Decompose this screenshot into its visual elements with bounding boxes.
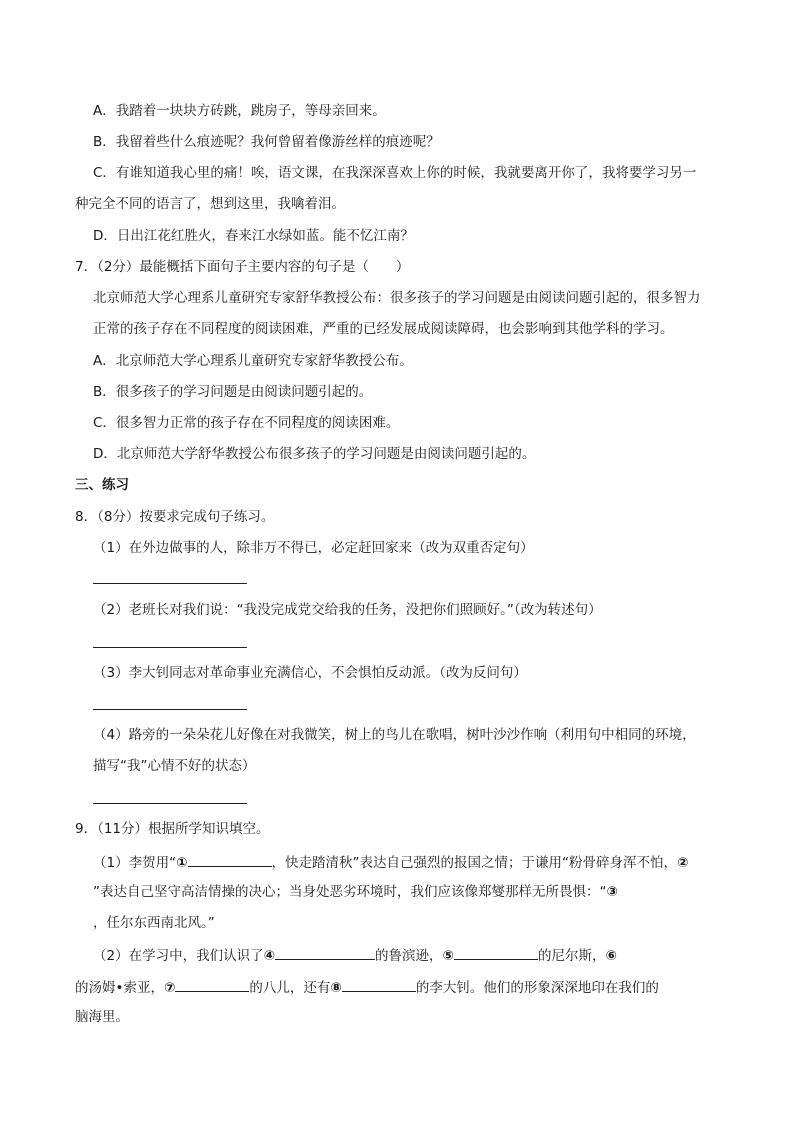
blank-number-7: ⑦ bbox=[163, 980, 176, 996]
q7-passage-line1: 北京师范大学心理系儿童研究专家舒华教授公布：很多孩子的学习问题是由阅读问题引起的，很多智力 bbox=[93, 290, 701, 306]
fill-blank-5[interactable] bbox=[454, 944, 538, 960]
q7-stem: 7．（2分）最能概括下面句子主要内容的句子是（ ） bbox=[75, 259, 410, 275]
blank-number-8: ⑧ bbox=[330, 980, 342, 996]
q7-option-a: A．北京师范大学心理系儿童研究专家舒华教授公布。 bbox=[93, 353, 413, 369]
q6-option-d: D．日出江花红胜火，春来江水绿如蓝。能不忆江南？ bbox=[93, 228, 414, 244]
q7-option-b: B．很多孩子的学习问题是由阅读问题引起的。 bbox=[93, 384, 373, 400]
q9-sub1-line3: ，任尔东西南北风。” bbox=[93, 915, 215, 931]
q8-sub1: （1）在外边做事的人，除非万不得已，必定赶回家来（改为双重否定句） bbox=[93, 540, 534, 556]
q7-option-c: C．很多智力正常的孩子存在不同程度的阅读困难。 bbox=[93, 415, 400, 431]
blank-number-1: ① bbox=[176, 855, 188, 871]
fill-blank-1[interactable] bbox=[188, 851, 272, 867]
q9-sub2-line2 bbox=[75, 976, 659, 998]
q8-sub4-line2: 描写“我”心情不好的状态） bbox=[93, 758, 256, 774]
fill-blank-4[interactable] bbox=[275, 944, 375, 960]
q8-sub3: （3）李大钊同志对革命事业充满信心，不会惧怕反动派。（改为反问句） bbox=[93, 665, 527, 681]
q9-sub1-line1 bbox=[93, 851, 688, 873]
q9-sub2-text: 的鲁滨逊， bbox=[375, 948, 443, 964]
q8-sub2: （2）老班长对我们说：“我没完成党交给我的任务，没把你们照顾好。”（改为转述句） bbox=[93, 602, 602, 618]
q7-passage-line2: 正常的孩子存在不同程度的阅读困难，严重的已经发展成阅读障碍，也会影响到其他学科的学习。 bbox=[93, 321, 674, 337]
q6-option-a: A．我踏着一块块方砖跳，跳房子，等母亲回来。 bbox=[93, 103, 386, 119]
q9-sub2-text: 的李大钊。他们的形象深深地印在我们的 bbox=[415, 980, 659, 996]
section-heading: 三、练习 bbox=[75, 477, 129, 493]
q6-option-c-line2: 种完全不同的语言了，想到这里，我噙着泪。 bbox=[75, 196, 345, 212]
fill-blank-7[interactable] bbox=[175, 976, 249, 992]
q6-option-c-line1: C．有谁知道我心里的痛！唉，语文课，在我深深喜欢上你的时候，我就要离开你了，我将要学习另一 bbox=[93, 165, 697, 181]
q7-option-d: D．北京师范大学舒华教授公布很多孩子的学习问题是由阅读问题引起的。 bbox=[93, 446, 536, 462]
q9-sub2-text: 的汤姆•索亚， bbox=[75, 980, 164, 996]
q9-sub1-text: ，快走踏清秋”表达自己强烈的报国之情；于谦用“粉骨碎身浑不怕， bbox=[271, 855, 678, 871]
q8-sub4-line1: （4）路旁的一朵朵花儿好像在对我微笑，树上的鸟儿在歌唱，树叶沙沙作响（利用句中相同的环境， bbox=[93, 727, 696, 743]
q9-sub1-text: ”表达自己坚守高洁情操的决心；当身处恶劣环境时，我们应该像郑燮那样无所畏惧：“ bbox=[93, 884, 607, 900]
q6-option-b: B．我留着些什么痕迹呢？我何曾留着像游丝样的痕迹呢？ bbox=[93, 134, 440, 150]
blank-number-5: ⑤ bbox=[442, 948, 454, 964]
q8-stem: 8．（8分）按要求完成句子练习。 bbox=[75, 509, 275, 525]
q8-sub2-answer-line[interactable] bbox=[93, 647, 247, 648]
q9-sub1-line2 bbox=[93, 882, 618, 902]
blank-number-4: ④ bbox=[263, 948, 276, 964]
blank-number-6: ⑥ bbox=[605, 948, 617, 964]
q8-sub3-answer-line[interactable] bbox=[93, 709, 247, 710]
q9-sub2-text: （2）在学习中，我们认识了 bbox=[93, 948, 264, 964]
q9-sub1-text: （1）李贺用“ bbox=[93, 855, 177, 871]
q8-sub4-answer-line[interactable] bbox=[93, 803, 247, 804]
q9-sub2-text: 的八儿，还有 bbox=[249, 980, 331, 996]
fill-blank-8[interactable] bbox=[342, 976, 416, 992]
q8-sub1-answer-line[interactable] bbox=[93, 583, 247, 584]
q9-sub2-line1 bbox=[93, 944, 617, 966]
q9-sub2-text: 的尼尔斯， bbox=[537, 948, 606, 964]
q9-sub2-line3: 脑海里。 bbox=[75, 1009, 129, 1025]
q9-stem: 9．（11分）根据所学知识填空。 bbox=[75, 821, 270, 837]
blank-number-2: ② bbox=[677, 855, 689, 871]
blank-number-3: ③ bbox=[606, 884, 618, 900]
